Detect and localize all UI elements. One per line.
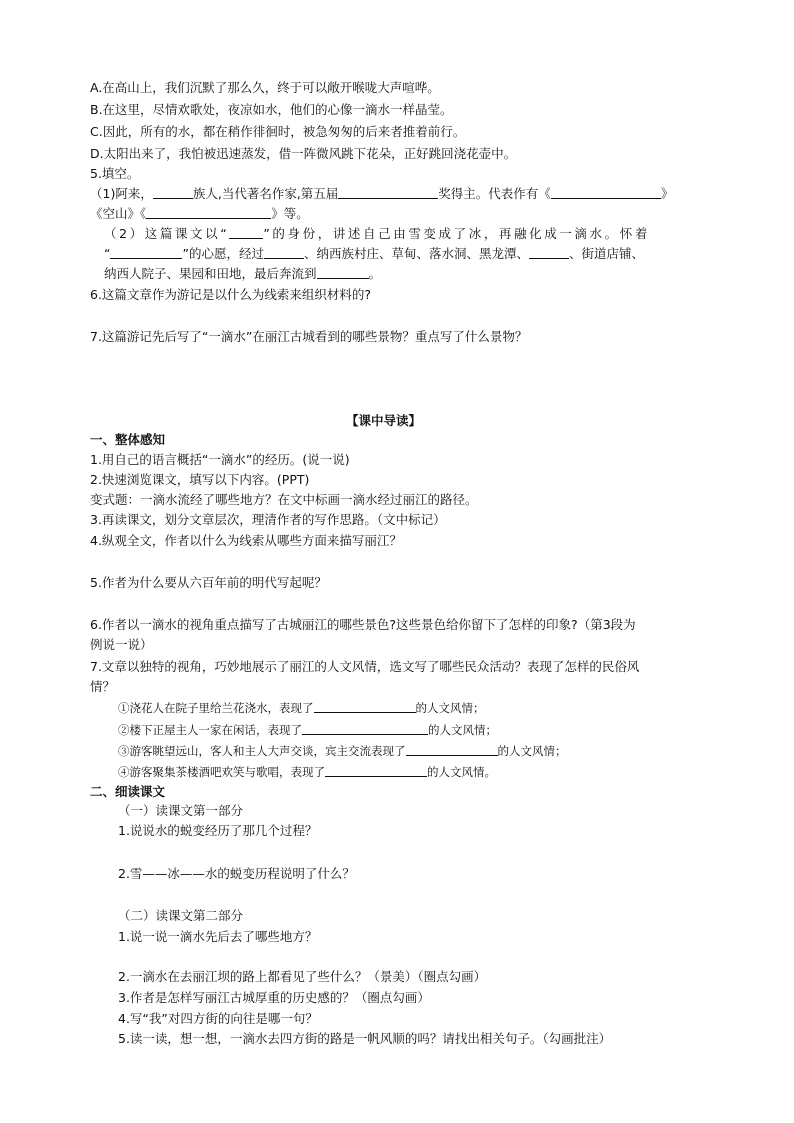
text: ②楼下正屋主人一家在闲话，表现了 xyxy=(118,723,302,737)
blank[interactable] xyxy=(146,206,271,219)
text: 》 xyxy=(660,186,674,201)
guide-question-6-line1: 6.作者以一滴水的视角重点描写了古城丽江的哪些景色?这些景色给你留下了怎样的印象?（第3段为 xyxy=(90,617,636,632)
text: （1)阿来， xyxy=(90,186,153,201)
question-5-2-line3 xyxy=(104,266,381,282)
subpart-2-question-1: 1.说一说一滴水先后去了哪些地方？ xyxy=(118,929,318,944)
guide-question-1: 1.用自己的语言概括“一滴水”的经历。(说一说) xyxy=(90,452,350,467)
subpart-1-question-1: 1.说说水的蜕变经历了那几个过程？ xyxy=(118,823,318,838)
text: 纳西人院子、果园和田地，最后奔流到 xyxy=(104,266,317,281)
blank[interactable] xyxy=(153,186,193,199)
option-b: B.在这里，尽情欢歌处，夜凉如水，他们的心像一滴水一样晶莹。 xyxy=(90,102,453,117)
subpart-1-question-2: 2.雪——冰——水的蜕变历程说明了什么？ xyxy=(118,866,355,881)
text: 的人文风情； xyxy=(497,744,567,758)
text: ”的心愿，经过 xyxy=(182,246,264,261)
subpart-2-question-2: 2.一滴水在去丽江坝的路上都看见了些什么？（景美）（圈点勾画） xyxy=(118,969,487,984)
text: 的人文风情。 xyxy=(427,765,496,779)
option-c: C.因此，所有的水，都在稍作徘徊时，被急匆匆的后来者推着前行。 xyxy=(90,124,466,139)
part-1-heading: 一、整体感知 xyxy=(90,432,166,447)
question-5-1-line1 xyxy=(90,186,673,202)
custom-item-1 xyxy=(118,700,485,716)
text: 族人,当代著名作家,第五届 xyxy=(192,186,339,201)
section-title: 【课中导读】 xyxy=(346,413,422,428)
guide-question-6-line2: 例说一说） xyxy=(90,637,153,652)
text: ④游客聚集茶楼酒吧欢笑与歌唱，表现了 xyxy=(118,765,325,779)
option-d: D.太阳出来了，我怕被迅速蒸发，借一阵微风跳下花朵，正好跳回浇花壶中。 xyxy=(90,146,517,161)
subpart-2-question-5: 5.读一读，想一想，一滴水去四方街的路是一帆风顺的吗？请找出相关句子。（勾画批注） xyxy=(118,1031,612,1046)
blank[interactable] xyxy=(325,764,427,777)
text: 、街道店铺、 xyxy=(568,246,644,261)
blank[interactable] xyxy=(314,700,416,713)
question-5-heading: 5.填空。 xyxy=(90,166,140,181)
question-5-2-line2 xyxy=(104,246,644,262)
text: ③游客眺望远山，客人和主人大声交谈，宾主交流表现了 xyxy=(118,744,406,758)
subpart-1-heading: （一）读课文第一部分 xyxy=(118,803,244,818)
guide-question-7-line2: 情？ xyxy=(90,679,116,694)
guide-question-5: 5.作者为什么要从六百年前的明代写起呢？ xyxy=(90,575,327,590)
custom-item-3 xyxy=(118,743,567,759)
blank[interactable] xyxy=(229,226,263,239)
blank[interactable] xyxy=(338,186,438,199)
text: 奖得主。代表作有《 xyxy=(438,186,551,201)
guide-question-4: 4.纵观全文，作者以什么为线索从哪些方面来描写丽江？ xyxy=(90,533,402,548)
custom-item-2 xyxy=(118,722,497,738)
question-7: 7.这篇游记先后写了“一滴水”在丽江古城看到的哪些景物？重点写了什么景物？ xyxy=(90,329,528,344)
text: 《空山》《 xyxy=(90,206,147,221)
part-2-heading: 二、细读课文 xyxy=(90,784,166,799)
subpart-2-question-4: 4.写“我”对四方街的向往是哪一句？ xyxy=(118,1011,318,1026)
blank[interactable] xyxy=(317,266,369,279)
text: 》等。 xyxy=(271,206,309,221)
guide-question-2-variant: 变式题：一滴水流经了哪些地方？在文中标画一滴水经过丽江的路径。 xyxy=(90,492,478,507)
question-5-2-line1 xyxy=(104,226,650,242)
option-a: A.在高山上，我们沉默了那么久，终于可以敞开喉咙大声喧哗。 xyxy=(90,80,440,95)
text: 的人文风情； xyxy=(415,701,485,715)
blank[interactable] xyxy=(551,186,661,199)
subpart-2-question-3: 3.作者是怎样写丽江古城厚重的历史感的？（圈点勾画） xyxy=(118,990,430,1005)
question-6: 6.这篇文章作为游记是以什么为线索来组织材料的? xyxy=(90,287,372,302)
guide-question-2: 2.快速浏览课文，填写以下内容。(PPT) xyxy=(90,472,310,487)
subpart-2-heading: （二）读课文第二部分 xyxy=(118,908,244,923)
blank[interactable] xyxy=(406,743,498,756)
blank[interactable] xyxy=(529,246,569,259)
text: 。 xyxy=(368,266,382,281)
text: “ xyxy=(104,246,111,261)
text: （2）这篇课文以“ xyxy=(104,226,230,241)
question-5-1-line2 xyxy=(90,206,309,222)
guide-question-3: 3.再读课文，划分文章层次，理清作者的写作思路。（文中标记） xyxy=(90,512,446,527)
guide-question-7-line1: 7.文章以独特的视角，巧妙地展示了丽江的人文风情，选文写了哪些民众活动？表现了怎样的民俗风 xyxy=(90,659,640,674)
custom-item-4 xyxy=(118,764,496,780)
text: 的人文风情； xyxy=(428,723,497,737)
text: 、纳西族村庄、草甸、落水洞、黑龙潭、 xyxy=(303,246,529,261)
blank[interactable] xyxy=(264,246,304,259)
blank[interactable] xyxy=(302,722,428,735)
text: ”的身份，讲述自己由雪变成了冰，再融化成一滴水。怀着 xyxy=(263,226,650,241)
blank[interactable] xyxy=(110,246,182,259)
text: ①浇花人在院子里给兰花浇水，表现了 xyxy=(118,701,314,715)
